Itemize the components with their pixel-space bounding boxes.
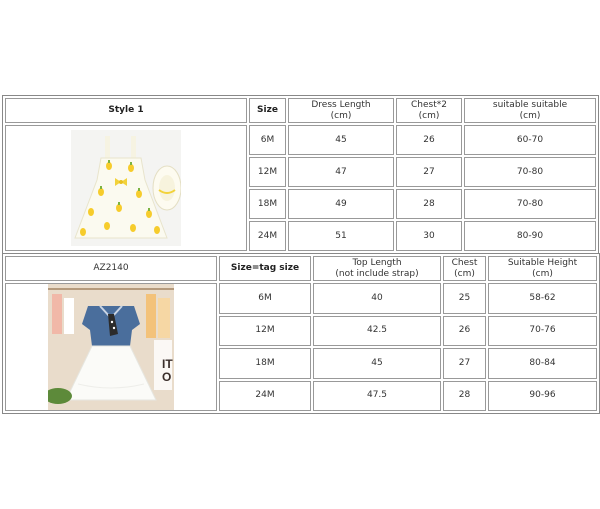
suitable-unit: (cm) [519, 110, 541, 121]
height-header [488, 256, 597, 281]
chest-cell: 28 [396, 189, 462, 219]
dress-length-header [288, 98, 394, 123]
product-image-pineapple-dress [5, 125, 247, 251]
chest-cell: 27 [443, 348, 486, 379]
chest-cell: 25 [443, 283, 486, 314]
chest-header [396, 98, 462, 123]
product-image-denim-dress [5, 283, 217, 411]
height-cell: 80-84 [488, 348, 597, 379]
chest-cell: 26 [443, 316, 486, 347]
chest-cell: 30 [396, 221, 462, 251]
suitable-cell: 80-90 [464, 221, 596, 251]
height-cell: 58-62 [488, 283, 597, 314]
chest-unit: (cm) [418, 110, 440, 121]
table-row [5, 125, 596, 155]
svg-text:O: O [162, 370, 172, 384]
suitable-cell: 70-80 [464, 189, 596, 219]
denim-tulle-dress-image [48, 284, 174, 410]
chest-label: Chest [451, 257, 478, 268]
size-chart-az2140 [2, 253, 600, 414]
size-cell: 6M [249, 125, 286, 155]
style-code-header: AZ2140 [5, 256, 217, 281]
table2-header-row [5, 256, 597, 281]
top-length-label: Top Length [352, 257, 402, 268]
suitable-cell: 70-80 [464, 157, 596, 187]
length-cell: 51 [288, 221, 394, 251]
style-header: Style 1 [5, 98, 247, 123]
svg-text:IT: IT [162, 357, 173, 371]
chest-label: Chest*2 [411, 99, 447, 110]
chest-unit: (cm) [454, 268, 475, 279]
top-length-note: (not include strap) [335, 268, 419, 279]
suitable-label: suitable suitable [492, 99, 568, 110]
chest-cell: 27 [396, 157, 462, 187]
size-cell: 24M [249, 221, 286, 251]
length-cell: 47.5 [313, 381, 441, 412]
size-cell: 12M [249, 157, 286, 187]
length-cell: 45 [313, 348, 441, 379]
length-cell: 49 [288, 189, 394, 219]
length-cell: 45 [288, 125, 394, 155]
height-cell: 90-96 [488, 381, 597, 412]
size-cell: 12M [219, 316, 311, 347]
length-cell: 47 [288, 157, 394, 187]
chest-header [443, 256, 486, 281]
table1-header-row [5, 98, 596, 123]
chest-cell: 28 [443, 381, 486, 412]
size-cell: 24M [219, 381, 311, 412]
chest-cell: 26 [396, 125, 462, 155]
size-chart-style-1 [2, 95, 599, 254]
table-row [5, 283, 597, 314]
height-cell: 70-76 [488, 316, 597, 347]
suitable-header [464, 98, 596, 123]
length-cell: 42.5 [313, 316, 441, 347]
size-cell: 18M [219, 348, 311, 379]
height-unit: (cm) [532, 268, 553, 279]
suitable-cell: 60-70 [464, 125, 596, 155]
pineapple-dress-image [71, 130, 181, 246]
top-length-header [313, 256, 441, 281]
dress-length-unit: (cm) [330, 110, 352, 121]
dress-length-label: Dress Length [311, 99, 371, 110]
size-tag-header: Size=tag size [219, 256, 311, 281]
length-cell: 40 [313, 283, 441, 314]
size-cell: 18M [249, 189, 286, 219]
size-header: Size [249, 98, 286, 123]
size-cell: 6M [219, 283, 311, 314]
height-label: Suitable Height [507, 257, 578, 268]
